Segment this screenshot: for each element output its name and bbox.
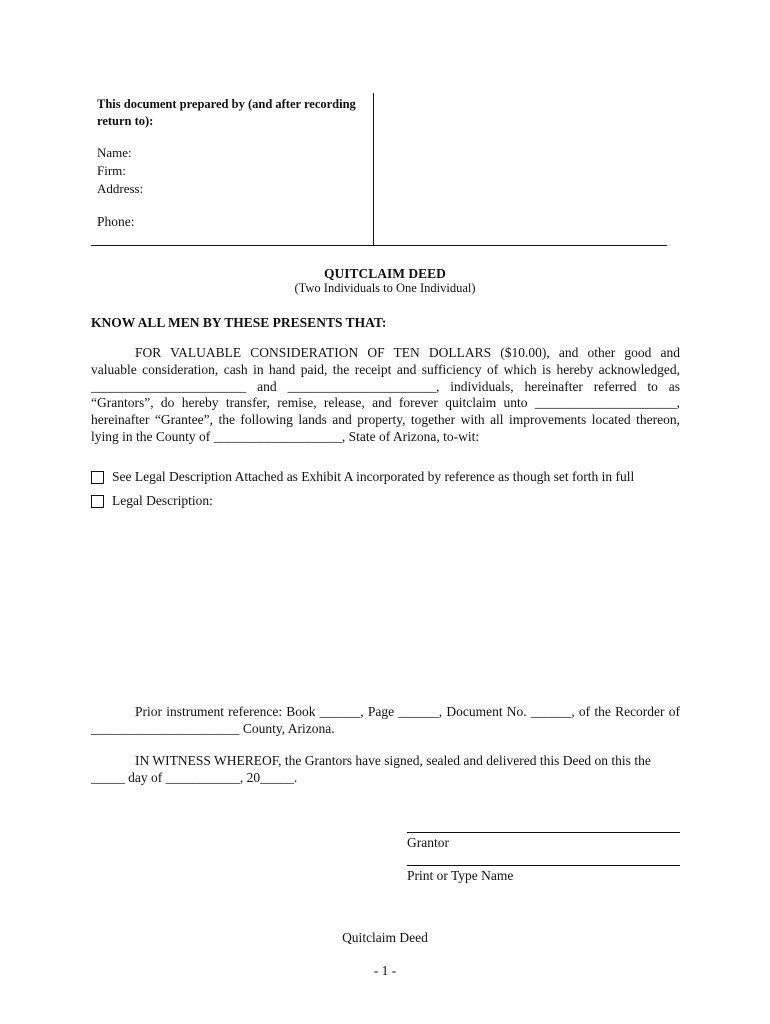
prepared-by-title: This document prepared by (and after recording return to):	[97, 97, 356, 128]
box-divider-horizontal	[91, 245, 667, 246]
page-number: - 1 -	[373, 963, 397, 978]
phone-label: Phone:	[97, 214, 135, 229]
grantor-label: Grantor	[407, 835, 449, 850]
exhibit-checkbox[interactable]	[91, 471, 104, 484]
name-label: Name:	[97, 145, 132, 160]
deed-title: QUITCLAIM DEED	[324, 266, 446, 281]
prior-reference-line-2: ______________________ County, Arizona.	[91, 720, 335, 736]
box-divider-vertical	[373, 93, 374, 245]
witness-line-1: IN WITNESS WHEREOF, the Grantors have signed, sealed and delivered this Deed on this the	[135, 753, 651, 768]
witness-paragraph	[91, 753, 680, 787]
consideration-line-4: “Grantors”, do hereby transfer, remise, release, and forever quitclaim unto _____________________,	[91, 395, 680, 411]
legal-description-checkbox[interactable]	[91, 495, 104, 508]
consideration-line-6: lying in the County of ___________________, State of Arizona, to-wit:	[91, 428, 480, 444]
prior-reference-paragraph	[91, 704, 680, 738]
witness-line-2: _____ day of ___________, 20_____.	[91, 769, 298, 785]
exhibit-label: See Legal Description Attached as Exhibit A incorporated by reference as though set forth in full	[112, 469, 635, 484]
deed-subtitle: (Two Individuals to One Individual)	[294, 281, 476, 295]
firm-label: Firm:	[97, 163, 126, 178]
footer-document-name: Quitclaim Deed	[342, 930, 428, 945]
consideration-line-1: FOR VALUABLE CONSIDERATION OF TEN DOLLARS ($10.00), and other good and	[135, 345, 680, 360]
legal-description-option[interactable]	[91, 493, 213, 509]
print-name-label: Print or Type Name	[407, 868, 514, 883]
legal-description-label: Legal Description:	[112, 493, 213, 508]
exhibit-option[interactable]	[91, 469, 634, 485]
consideration-paragraph	[91, 345, 680, 446]
address-label: Address:	[97, 181, 144, 196]
consideration-line-3: _______________________ and ______________________, individuals, hereinafter referred to as	[91, 378, 680, 394]
consideration-line-5: hereinafter “Grantee”, the following lands and property, together with all improvements located thereon,	[91, 412, 680, 428]
prior-reference-line-1: Prior instrument reference: Book ______, Page ______, Document No. ______, of the Recorder of	[135, 704, 680, 719]
print-name-line	[407, 865, 680, 866]
grantor-signature-line	[407, 832, 680, 833]
know-all-heading: KNOW ALL MEN BY THESE PRESENTS THAT:	[91, 315, 387, 330]
consideration-line-2: valuable consideration, cash in hand paid, the receipt and sufficiency of which is hereby acknowledged,	[91, 361, 680, 377]
